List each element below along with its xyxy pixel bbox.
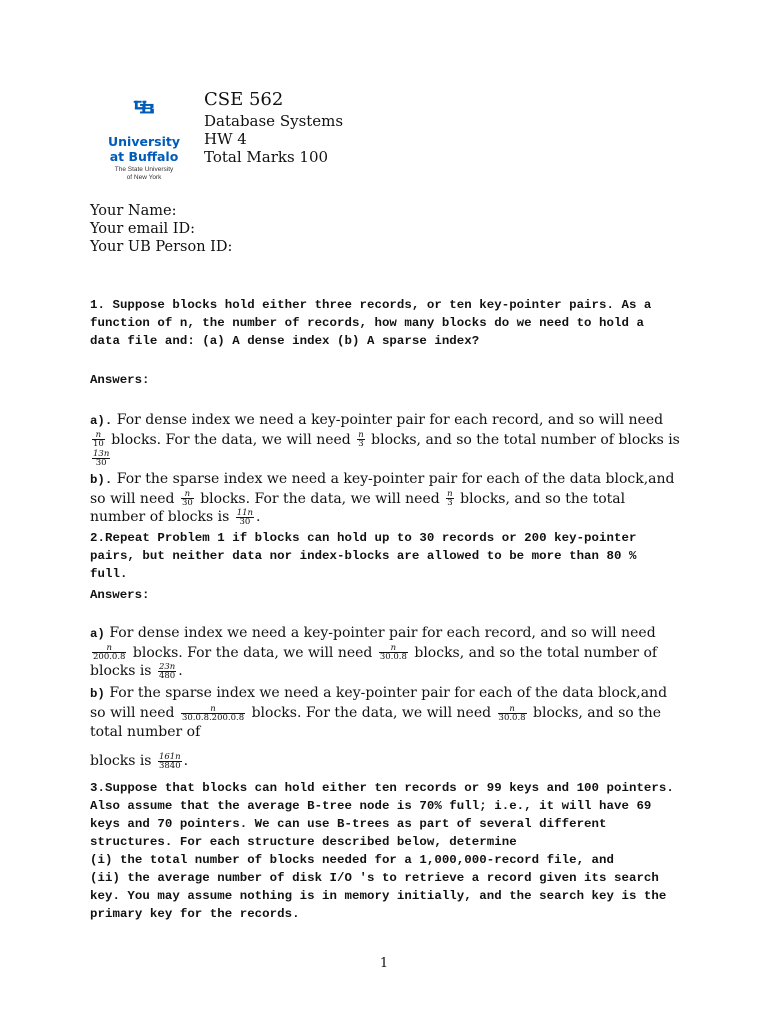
answer-tag: b). <box>90 473 113 487</box>
fraction-numerator: n <box>390 643 397 653</box>
answer-text: . <box>178 663 183 679</box>
answer-text: For dense index we need a key-pointer pair for each record, and so will need <box>109 625 656 641</box>
fraction <box>446 490 453 507</box>
answer-text: For the sparse index we need a key-pointer pair for each of the data block,and so will need <box>90 471 675 507</box>
q2-answer-a <box>90 624 680 681</box>
fraction-denominator: 200.0.8 <box>93 652 126 662</box>
fraction-numerator: n <box>210 703 216 714</box>
answer-text: blocks. For the data, we will need <box>251 705 492 721</box>
answer-text: blocks. For the data, we will need <box>200 490 440 507</box>
answer-text: . <box>183 753 189 769</box>
q2-answer-b <box>90 684 680 771</box>
answer-text: blocks, and so the total number of blocks is <box>371 431 680 448</box>
fraction <box>236 509 254 526</box>
answers-label-1: Answers: <box>90 373 150 387</box>
question-2: 2.Repeat Problem 1 if blocks can hold up to 30 records or 200 key-pointer pairs, but neither data nor index-blocks are allowed to be more than 80 % full. <box>90 531 637 581</box>
question-3-part-ii: (ii) the average number of disk I/O 's to retrieve a record given its search key. You may assume nothing is in memory initially, and the search key is the primary key for the records. <box>90 871 667 921</box>
fraction-numerator: n <box>447 489 453 499</box>
q2-answer-b-line3 <box>90 752 680 771</box>
logo-text-at-buffalo: at Buffalo <box>109 149 179 164</box>
answer-text: For dense index we need a key-pointer pair for each record, and so will need <box>116 412 664 428</box>
answers-label-2: Answers: <box>90 588 150 602</box>
logo-text-university: University <box>108 134 180 149</box>
fraction-numerator: n <box>358 430 364 440</box>
fraction-numerator: n <box>184 489 191 499</box>
fraction-denominator: 30.0.8 <box>379 652 407 662</box>
answer-text: blocks. For the data, we will need <box>132 644 373 661</box>
fraction <box>92 431 105 448</box>
page-number: 1 <box>379 956 389 971</box>
fraction <box>379 644 408 661</box>
fraction-numerator: 13n <box>93 448 110 459</box>
answer-text: blocks. For the data, we will need <box>111 431 351 448</box>
fraction-numerator: 23n <box>158 661 176 672</box>
question-1: 1. Suppose blocks hold either three records, or ten key-pointer pairs. As a function of n, the number of records, how many blocks do we need to hold a data file and: (a) A dense index (b) A sparse index? <box>90 298 652 348</box>
fraction-numerator: 161n <box>158 751 181 762</box>
answer-text: blocks, and so the total number of blocks is <box>90 490 626 525</box>
logo-subtext-line1: The State University <box>114 166 174 173</box>
answer-text: blocks, and so the total number of <box>90 705 662 740</box>
answer-tag: a). <box>90 414 113 428</box>
fraction-denominator: 3 <box>358 439 364 449</box>
fraction <box>92 644 126 661</box>
field-person-id: Your UB Person ID: <box>90 239 233 255</box>
answer-tag: a) <box>90 627 105 641</box>
fraction-denominator: 3840 <box>158 760 181 771</box>
logo-subtext-line2: of New York <box>126 174 162 181</box>
fraction-denominator: 30 <box>181 498 193 508</box>
fraction <box>158 753 182 770</box>
fraction-denominator: 30 <box>92 458 110 467</box>
fraction-denominator: 30.0.8 <box>498 712 526 723</box>
answer-text: . <box>256 509 261 525</box>
fraction-numerator: n <box>106 643 112 653</box>
fraction-denominator: 30.0.8.200.0.8 <box>181 712 245 723</box>
fraction-numerator: n <box>509 703 515 714</box>
answer-text: blocks, and so the total number of blocks is <box>90 644 658 679</box>
logo-subtext <box>106 166 182 182</box>
ub-logo-mark <box>106 100 182 134</box>
fraction-numerator: n <box>95 430 102 440</box>
q1-answer-a <box>90 411 680 468</box>
answer-text: blocks is <box>90 753 152 769</box>
question-3 <box>90 779 678 923</box>
fraction <box>357 431 364 448</box>
fraction <box>181 490 194 507</box>
fraction-denominator: 3 <box>447 498 453 508</box>
answer-tag: b) <box>90 687 105 701</box>
fraction-denominator: 30 <box>236 517 254 526</box>
course-subject: Database Systems <box>204 112 344 130</box>
field-name: Your Name: <box>90 203 177 219</box>
fraction <box>92 450 110 467</box>
answer-text: For the sparse index we need a key-pointer pair for each of the data block,and so will need <box>90 685 668 721</box>
course-title: CSE 562 <box>204 89 284 110</box>
fraction-numerator: 11n <box>236 507 253 518</box>
fraction-denominator: 480 <box>158 670 176 681</box>
fraction <box>181 705 245 722</box>
fraction <box>498 705 527 722</box>
field-email: Your email ID: <box>90 221 196 237</box>
fraction-denominator: 10 <box>93 439 104 449</box>
homework-number: HW 4 <box>204 130 247 148</box>
q1-answer-b <box>90 470 680 527</box>
question-3-part-i: (i) the total number of blocks needed for a 1,000,000-record file, and <box>90 853 614 867</box>
fraction <box>158 663 176 680</box>
total-marks: Total Marks 100 <box>204 148 329 166</box>
question-3-intro: 3.Suppose that blocks can hold either ten records or 99 keys and 100 pointers. Also assume that the average B-tree node is 70% full; i.e., it will have 69 keys and 70 pointers. We can use B-trees as part of several different structures. For each structure described below, determine <box>90 781 674 849</box>
